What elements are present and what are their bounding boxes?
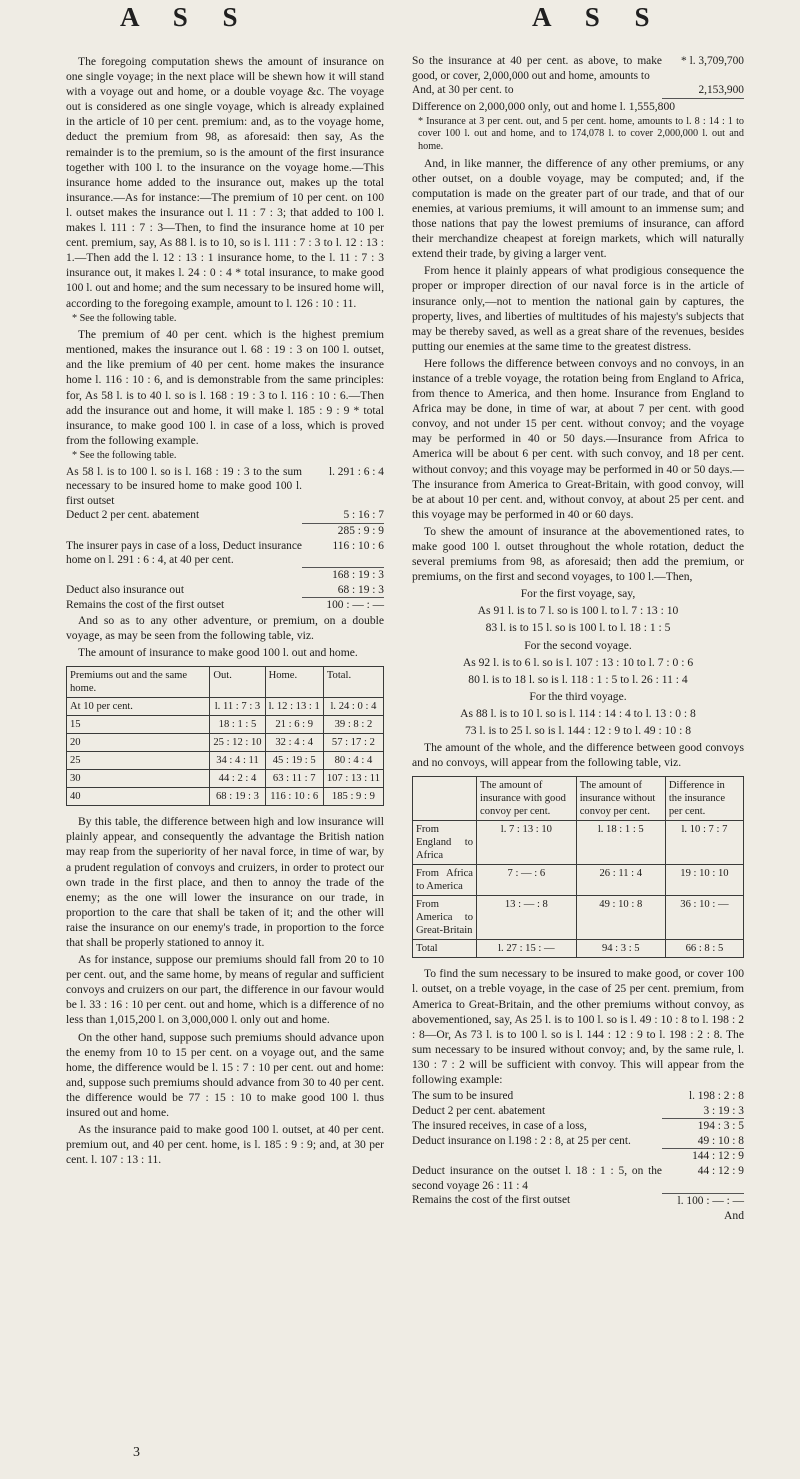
left-paragraph-8: As the insurance paid to make good 100 l. outset, at 40 per cent. premium out, and 40 per cent. home, is l. 185 : 9 : 9; and, at 30 per cent. l. 107 : 13 : 11. xyxy=(66,1123,384,1167)
calc-value: 168 : 19 : 3 xyxy=(332,569,384,582)
calc-text: The insurer pays in case of a loss, Deduct insurance home on l. 291 : 6 : 4, at 40 per cent. xyxy=(66,539,302,567)
double-voyage-table xyxy=(66,666,384,806)
table-header xyxy=(413,777,477,821)
table-cell: 40 xyxy=(67,788,210,806)
calc-text: So the insurance at 40 per cent. as above, to make good, or cover, 2,000,000 out and home, amounts to xyxy=(412,55,662,82)
table-row xyxy=(67,752,384,770)
calc-row xyxy=(412,1193,744,1208)
table-row xyxy=(67,770,384,788)
table-header-row xyxy=(413,777,744,821)
table-cell: 68 : 19 : 3 xyxy=(210,788,265,806)
third-voyage-title: For the third voyage. xyxy=(529,689,627,703)
table-cell: 116 : 10 : 6 xyxy=(265,788,323,806)
table-row xyxy=(413,896,744,940)
calc-row xyxy=(66,508,384,523)
calc-value: * l. 3,709,700 xyxy=(681,55,744,67)
calc-value: 49 : 10 : 8 xyxy=(662,1134,744,1149)
table-row xyxy=(413,940,744,958)
calc-row xyxy=(412,1149,744,1164)
table-row xyxy=(413,865,744,896)
calc-row xyxy=(412,83,744,98)
right-calculation-top xyxy=(412,54,744,99)
second-voyage-line: 80 l. is to 18 l. so is l. 118 : 1 : 5 to l. 26 : 11 : 4 xyxy=(468,672,688,686)
right-paragraph-3: From hence it plainly appears of what prodigious consequence the proper or improper direction of our naval force is in the article of insurance only,—not to mention the national gain by captures, the property, lives, and liberties of multitudes of his majesty's subjects that may be thereby saved, as well as a great share of the revenues, besides putting our enemies at the same time to the greatest distress. xyxy=(412,264,744,353)
left-calculation xyxy=(66,465,384,613)
calc-text: Deduct 2 per cent. abatement xyxy=(66,509,200,522)
table-cell: 25 xyxy=(67,752,210,770)
calc-text xyxy=(412,1149,662,1164)
first-voyage-line: 83 l. is to 15 l. so is 100 l. to l. 18 : 1 : 5 xyxy=(485,621,671,635)
calc-text xyxy=(66,568,302,583)
calc-text: The insured receives, in case of a loss, xyxy=(412,1119,587,1132)
right-running-header: A S S xyxy=(532,2,664,32)
calc-text: Deduct 2 per cent. abatement xyxy=(412,1104,546,1117)
calc-text xyxy=(66,523,302,538)
right-calculation-bottom xyxy=(412,1089,744,1208)
table-cell: 25 : 12 : 10 xyxy=(210,734,265,752)
right-column xyxy=(412,54,744,1225)
table-row xyxy=(67,734,384,752)
second-voyage-title: For the second voyage. xyxy=(524,638,632,652)
table-cell: 19 : 10 : 10 xyxy=(665,865,743,896)
calc-value: 144 : 12 : 9 xyxy=(692,1150,744,1163)
right-paragraph-7: To find the sum necessary to be insured to make good, or cover 100 l. outset, on a treble voyage, in the case of 25 per cent. premium, from America to Great-Britain, and the other premiums without convoy, as abovementioned, say, As 25 l. is to 100 l. so is l. 49 : 10 : 8 to l. 198 : 2 : 8—Or, As 73 l. is to 100 l. so is l. 144 : 12 : 9 to l. 198 : 2 : 8. The sum necessary to be insured without convoy; and, by the same rule, l. 130 : 7 : 2 will be sufficient with convoy. This will appear from the following example: xyxy=(412,967,744,1086)
table-cell: From Africa to America xyxy=(413,865,477,896)
table-header: Out. xyxy=(210,667,265,698)
table-cell: Total xyxy=(413,940,477,958)
table-row xyxy=(67,716,384,734)
table-cell: 13 : — : 8 xyxy=(477,896,577,940)
convoy-table xyxy=(412,776,744,958)
table-header-row xyxy=(67,667,384,698)
page-number: 3 xyxy=(133,1445,140,1460)
table-cell: l. 10 : 7 : 7 xyxy=(665,821,743,865)
left-paragraph-2: The premium of 40 per cent. which is the highest premium mentioned, makes the insurance out l. 68 : 19 : 3 on 100 l. outset, and the like premium of 40 per cent. home makes the insurance home l. 116 : 10 : 6, and is demonstrable from the same principles: for, As 58 l. is to 40 l. so is l. 168 : 19 : 3 to l. 116 : 10 : 6.—Then add the insurance out and home, it will make l. 185 : 9 : 9 * total insurance, to make good 100 l. in case of a loss, which is proved from the following example. xyxy=(66,328,384,447)
calc-row xyxy=(66,523,384,538)
calc-text: As 58 l. is to 100 l. so is l. 168 : 19 : 3 to the sum necessary to be insured home to make good 100 l. first outset xyxy=(66,465,302,507)
table-cell: 39 : 8 : 2 xyxy=(323,716,383,734)
table-cell: l. 12 : 13 : 1 xyxy=(265,698,323,716)
calc-value: 44 : 12 : 9 xyxy=(662,1164,744,1193)
table-row xyxy=(67,698,384,716)
calc-value: 68 : 19 : 3 xyxy=(302,583,384,598)
table-header: Difference in the insurance per cent. xyxy=(665,777,743,821)
left-paragraph-7: On the other hand, suppose such premiums should advance upon the enemy from 10 to 15 per cent. on a voyage out, and the same home, the difference would be l. 15 : 7 : 10 per cent. out and home: and, suppose such premiums should advance from 30 to 40 per cent. the difference would be 77 : 15 : 10 to make good 100 l. thus insured out and home. xyxy=(66,1030,384,1120)
third-voyage-line: 73 l. is to 25 l. so is l. 144 : 12 : 9 to l. 49 : 10 : 8 xyxy=(464,724,692,738)
left-paragraph-4: The amount of insurance to make good 100 l. out and home. xyxy=(78,646,358,660)
table-cell: l. 11 : 7 : 3 xyxy=(210,698,265,716)
calc-text: Remains the cost of the first outset xyxy=(66,598,225,611)
left-footnote-2: * See the following table. xyxy=(72,449,177,461)
table-cell: 18 : 1 : 5 xyxy=(210,716,265,734)
table-cell: 107 : 13 : 11 xyxy=(323,770,383,788)
calc-row xyxy=(412,1119,744,1134)
calc-text: Deduct also insurance out xyxy=(66,583,184,596)
right-paragraph-2: And, in like manner, the difference of any other premiums, or any other outset, on a double voyage, may be computed; and, if the computation is made on the greater part of our trade, and that of our enemies, at various premiums, it will amount to an immense sum; and those nations that pay the lowest premiums of insurance, can afford their merchandize cheapest at foreign markets, which will naturally extend their trade, by giving a larger vent. xyxy=(412,156,744,261)
table-row xyxy=(67,788,384,806)
third-voyage-line: As 88 l. is to 10 l. so is l. 114 : 14 : 4 to l. 13 : 0 : 8 xyxy=(460,706,696,720)
calc-value: 3 : 19 : 3 xyxy=(662,1104,744,1119)
first-voyage-line: As 91 l. is to 7 l. so is 100 l. to l. 7 : 13 : 10 xyxy=(477,604,679,618)
calc-row xyxy=(412,1089,744,1104)
calc-row xyxy=(66,583,384,598)
table-header: Premiums out and the same home. xyxy=(67,667,210,698)
table-header: The amount of insurance without convoy per cent. xyxy=(576,777,665,821)
right-footnote-1: * Insurance at 3 per cent. out, and 5 per cent. home, amounts to l. 8 : 14 : 1 to cover 100 l. out and home, and to 174,078 l. to cover 2,000,000 l. out and home. xyxy=(418,115,744,153)
table-cell: 45 : 19 : 5 xyxy=(265,752,323,770)
second-voyage-line: As 92 l. is to 6 l. so is l. 107 : 13 : 10 to l. 7 : 0 : 6 xyxy=(462,655,694,669)
table-cell: From England to Africa xyxy=(413,821,477,865)
left-paragraph-3: And so as to any other adventure, or premium, on a double voyage, as may be seen from the following table, viz. xyxy=(66,613,384,643)
calc-row xyxy=(66,568,384,583)
table-cell: 21 : 6 : 9 xyxy=(265,716,323,734)
left-paragraph-1: The foregoing computation shews the amount of insurance on one single voyage; in the next place will be shewn how it will stand with a voyage out and home, or a double voyage &c. The voyage out is considered as one single voyage, which is already explained in the article of 10 per cent. premium: and, as to the voyage home, deduct the premium from 98, as aforesaid: then say, As the remainder is to the premium, so is the amount of the first insurance together with 100 l. to the insurance on the voyage home.—This insurance home added to the insurance out, makes up the total insurance.—As for instance:—The premium of 10 per cent. on 100 l. outset makes the insurance out l. 11 : 7 : 3; that added to 100 l. makes l. 111 : 7 : 3—Then, to find the insurance home at 10 per cent. premium, say, As 88 l. is to 10, so is l. 111 : 7 : 3 to l. 12 : 13 : 1.—Then add the l. 12 : 13 : 1 insurance home, to the l. 11 : 7 : 3 insurance out, it makes l. 24 : 0 : 4 * total insurance, to make good 100 l. out and home; and the sum necessary to be insured home will, according to the foregoing example, amount to l. 126 : 10 : 11. xyxy=(66,55,384,310)
calc-row xyxy=(66,539,384,568)
table-cell: At 10 per cent. xyxy=(67,698,210,716)
right-paragraph-1: Difference on 2,000,000 only, out and home l. 1,555,800 xyxy=(412,99,676,113)
table-cell: 49 : 10 : 8 xyxy=(576,896,665,940)
calc-text: And, at 30 per cent. to xyxy=(412,84,514,97)
calc-text: Remains the cost of the first outset xyxy=(412,1194,571,1207)
table-header: Home. xyxy=(265,667,323,698)
calc-row xyxy=(412,1134,744,1149)
table-cell: 34 : 4 : 11 xyxy=(210,752,265,770)
table-row xyxy=(413,821,744,865)
left-column xyxy=(66,54,384,1169)
calc-row xyxy=(412,1104,744,1119)
table-cell: 20 xyxy=(67,734,210,752)
table-cell: 57 : 17 : 2 xyxy=(323,734,383,752)
calc-value: l. 100 : — : — xyxy=(677,1194,744,1207)
calc-value: 194 : 3 : 5 xyxy=(697,1120,744,1133)
calc-value: 2,153,900 xyxy=(662,83,744,98)
table-cell: 15 xyxy=(67,716,210,734)
right-paragraph-5: To shew the amount of insurance at the abovementioned rates, to make good 100 l. outset throughout the whole rotation, deduct the several premiums from 98, as aforesaid; then add the premium, or premiums, on the first and second voyages, to 100 l.—Then, xyxy=(412,524,744,584)
calc-value: l. 291 : 6 : 4 xyxy=(328,465,384,478)
table-cell: l. 18 : 1 : 5 xyxy=(576,821,665,865)
calc-value: l. 198 : 2 : 8 xyxy=(688,1090,744,1103)
right-paragraph-6: The amount of the whole, and the difference between good convoys and no convoys, will appear from the following table, viz. xyxy=(412,741,744,770)
calc-value: 285 : 9 : 9 xyxy=(337,524,384,537)
left-running-header: A S S xyxy=(120,2,252,32)
table-header: The amount of insurance with good convoy per cent. xyxy=(477,777,577,821)
calc-value: 116 : 10 : 6 xyxy=(302,539,384,568)
table-cell: l. 24 : 0 : 4 xyxy=(323,698,383,716)
calc-row xyxy=(66,598,384,613)
left-paragraph-6: As for instance, suppose our premiums should fall from 20 to 10 per cent. out, and the same home, by means of regular and sufficient convoys and cruizers on our part, the difference in our favour would be l. 33 : 16 : 10 per cent. out and home, which is a difference of no less than 1,015,200 l. on 3,000,000 l. only out and home. xyxy=(66,953,384,1027)
table-cell: 94 : 3 : 5 xyxy=(576,940,665,958)
calc-value: 5 : 16 : 7 xyxy=(302,508,384,523)
table-cell: 80 : 4 : 4 xyxy=(323,752,383,770)
table-cell: 36 : 10 : — xyxy=(665,896,743,940)
table-cell: 185 : 9 : 9 xyxy=(323,788,383,806)
table-cell: 32 : 4 : 4 xyxy=(265,734,323,752)
calc-row xyxy=(412,54,744,83)
calc-text: The sum to be insured xyxy=(412,1090,514,1103)
table-cell: 44 : 2 : 4 xyxy=(210,770,265,788)
catchword: And xyxy=(724,1209,744,1223)
table-cell: 26 : 11 : 4 xyxy=(576,865,665,896)
right-paragraph-4: Here follows the difference between convoys and no convoys, in an instance of a treble voyage, the rotation being from England to Africa, from thence to America, and then home. Insurance from England to Africa may be done, in time of war, at about 7 per cent. with good convoy, and not under 15 per cent. without convoy; and the voyage may be performed in 40 or 50 days.—Insurance from Africa to America will be about 6 per cent. with such convoy, and 18 per cent. without convoy; and this voyage may be performed in 40 or 50 days.—The insurance from America to Great-Britain, with good convoy, will be at about 10 per cent. and, without convoy, at about 25 per cent. and this voyage may be performed in 40 or 60 days. xyxy=(412,356,744,521)
left-footnote-1: * See the following table. xyxy=(72,312,177,324)
table-cell: 30 xyxy=(67,770,210,788)
left-paragraph-5: By this table, the difference between high and low insurance will plainly appear, and consequently the advantage the British nation may reap from the superiority of her naval force, in time of war, by a prudent regulation of convoys and cruizers, in order to protect our own trade in the first place, and then to annoy the trade of the enemy; as the one will lower the insurance on our trade, in proportion to the care that shall be taken of it; and the other will raise the insurance on our enemy's trade, in proportion to the force that shall be properly stationed to annoy it. xyxy=(66,815,384,949)
table-header: Total. xyxy=(323,667,383,698)
table-cell: l. 27 : 15 : — xyxy=(477,940,577,958)
first-voyage-title: For the first voyage, say, xyxy=(520,587,636,601)
table-cell: l. 7 : 13 : 10 xyxy=(477,821,577,865)
table-cell: From America to Great-Britain xyxy=(413,896,477,940)
table-cell: 7 : — : 6 xyxy=(477,865,577,896)
calc-value: 100 : — : — xyxy=(326,599,384,612)
calc-row xyxy=(412,1164,744,1193)
calc-row xyxy=(66,465,384,509)
calc-text: Deduct insurance on the outset l. 18 : 1 : 5, on the second voyage 26 : 11 : 4 xyxy=(412,1165,662,1192)
table-cell: 63 : 11 : 7 xyxy=(265,770,323,788)
calc-text: Deduct insurance on l.198 : 2 : 8, at 25 per cent. xyxy=(412,1134,631,1147)
table-cell: 66 : 8 : 5 xyxy=(665,940,743,958)
